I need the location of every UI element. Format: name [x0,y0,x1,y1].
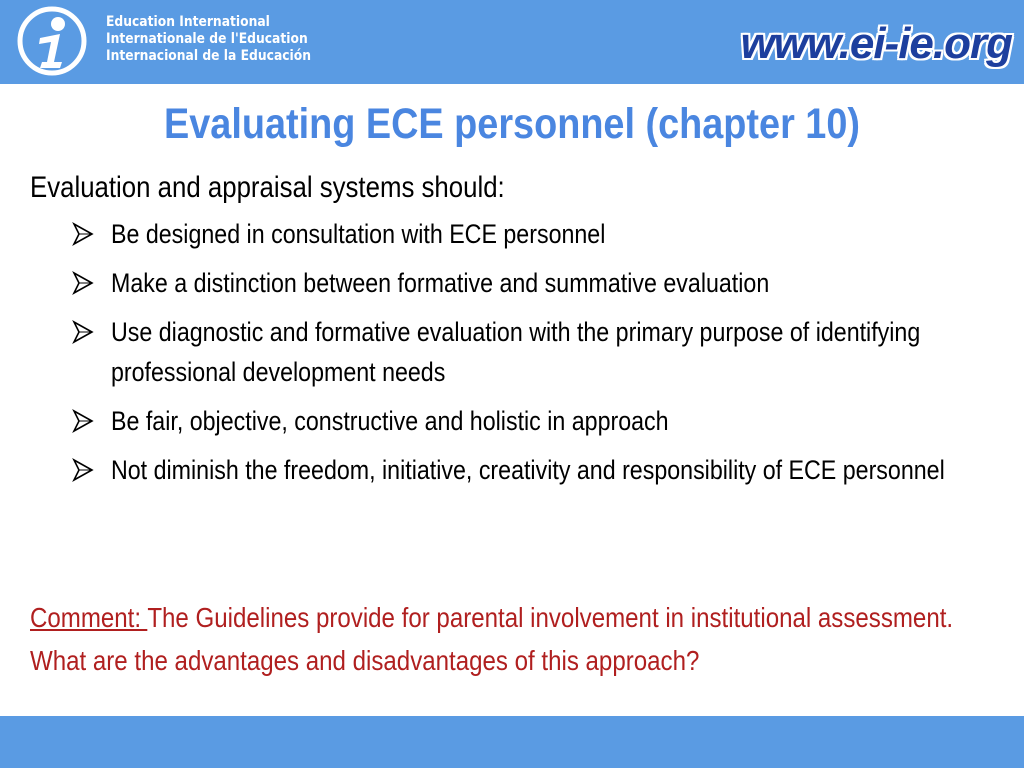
footer-bar [0,716,1024,768]
list-item [30,312,1020,392]
comment-label: Comment: [30,602,148,633]
comment-text: The Guidelines provide for parental involvement in institutional assessment. What are the advantages and disadvantages of this approach? [30,602,954,676]
bullet-text: Be fair, objective, constructive and holistic in approach [111,406,669,436]
bullet-text: Be designed in consultation with ECE personnel [111,219,606,249]
bullet-text: Not diminish the freedom, initiative, creativity and responsibility of ECE personnel [111,455,945,485]
slide-title: Evaluating ECE personnel (chapter 10) [163,100,861,148]
org-name-es: Internacional de la Educación [106,48,312,64]
comment-block [30,596,967,682]
website-link[interactable]: www.ei-ie.org [740,19,1012,68]
arrow-bullet-icon [72,222,94,246]
org-name-fr: Internationale de l'Education [106,31,308,47]
arrow-bullet-icon [72,320,94,344]
arrow-bullet-icon [72,458,94,482]
list-item [30,263,1020,303]
intro-text: Evaluation and appraisal systems should: [30,171,505,204]
list-item [30,450,1020,490]
bullet-list [30,214,1020,490]
ei-logo-icon [16,6,88,76]
slide-body [30,166,1020,499]
header-bar [0,0,1024,84]
arrow-bullet-icon [72,271,94,295]
bullet-text: Make a distinction between formative and summative evaluation [111,268,770,298]
arrow-bullet-icon [72,409,94,433]
bullet-text: Use diagnostic and formative evaluation with the primary purpose of identifying professional development needs [111,317,921,387]
org-name-en: Education International [106,14,270,30]
list-item [30,401,1020,441]
org-names [106,14,311,65]
list-item [30,214,1020,254]
